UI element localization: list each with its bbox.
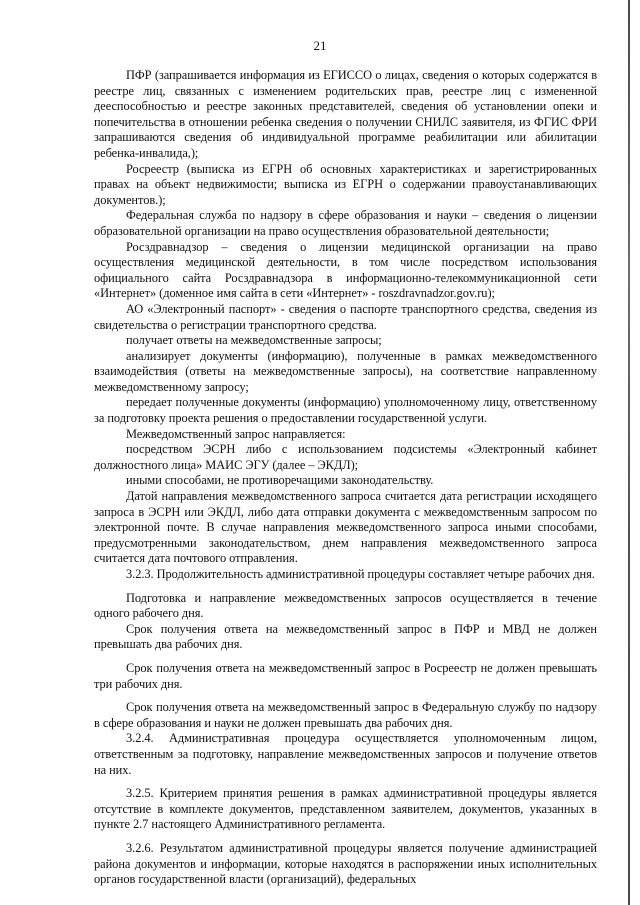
paragraph-term-federal-service: Срок получения ответа на межведомственный запрос в Федеральную службу по надзору в сфере образования и науки не должен превышать два рабочих дня.	[94, 700, 597, 730]
paragraph-request-sent: Межведомственный запрос направляется:	[126, 426, 346, 441]
paragraph-3-2-3: 3.2.3. Продолжительность административной процедуры составляет четыре рабочих дня.	[126, 567, 595, 581]
paragraph-via-esrn: посредством ЭСРН либо с использованием подсистемы «Электронный кабинет должностного лица» МАИС ЭГУ (далее – ЭКДЛ);	[94, 442, 597, 472]
paragraph-3-2-4: 3.2.4. Административная процедура осуществляется уполномоченным лицом, ответственным за подготовку, направление межведомственных запросов и получение ответов на них.	[94, 731, 597, 777]
paragraph-electronic-passport: АО «Электронный паспорт» - сведения о паспорте транспортного средства, сведения из свидетельства о регистрации транспортного средства.	[94, 301, 597, 332]
scan-edge-line	[628, 0, 630, 905]
paragraph-analyzes-documents: анализирует документы (информацию), полученные в рамках межведомственного взаимодействия (ответы на межведомственные запросы), на соответствие направленному межведомственному запросу;	[94, 348, 597, 394]
paragraph-rosobrnadzor: Федеральная служба по надзору в сфере образования и науки – сведения о лицензии образовательной организации на право осуществления образовательной деятельности;	[94, 208, 597, 238]
paragraph-term-pfr-mvd: Срок получения ответа на межведомственный запрос в ПФР и МВД не должен превышать два рабочих дня.	[94, 621, 597, 652]
paragraph-request-date: Датой направления межведомственного запроса считается дата регистрации исходящего запроса в ЭСРН или ЭКДЛ, либо дата отправки документа с межведомственным запросом по электронной почте. В случае направления межведомственного запроса иными способами, предусмотренными законодательством, днем направления межведомственного запроса считается дата почтового отправления.	[94, 489, 597, 566]
paragraph-roszdravnadzor: Росздравнадзор – сведения о лицензии медицинской организации на право осуществления медицинской деятельности, в том числе посредством использования официального сайта Росздравнадзора в информационно-телекоммуникационной сети «Интернет» (доменное имя сайта в сети «Интернет» - roszdravnadzor.gov.ru);	[94, 239, 597, 301]
paragraph-pfr: ПФР (запрашивается информация из ЕГИССО о лицах, сведения о которых содержатся в реестре лиц, связанных с изменением родительских прав, реестре лиц с измененной дееспособностью и реестре законных представителей, сведения об установлении опеки и попечительства в отношении ребенка сведения о получении СНИЛС заявителя, из ФГИС ФРИ запрашиваются сведения об индивидуальной программе реабилитации или абилитации ребенка-инвалида,);	[94, 68, 597, 160]
paragraph-receives-answers: получает ответы на межведомственные запросы;	[126, 333, 382, 348]
paragraph-term-rosreestr: Срок получения ответа на межведомственный запрос в Росреестр не должен превышать три рабочих дня.	[94, 660, 597, 691]
paragraph-other-methods: иными способами, не противоречащими законодательству.	[126, 473, 434, 488]
page-number: 21	[313, 38, 327, 53]
paragraph-preparation: Подготовка и направление межведомственных запросов осуществляется в течение одного рабочего дня.	[94, 590, 597, 621]
document-body	[94, 68, 597, 888]
paragraph-3-2-6: 3.2.6. Результатом административной процедуры является получение администрацией района документов и информации, которые находятся в распоряжении иных исполнительных органов государственной власти (организаций), федеральных	[94, 840, 597, 887]
paragraph-transfers-documents: передает полученные документы (информацию) уполномоченному лицу, ответственному за подготовку проекта решения о предоставлении государственной услуги.	[94, 395, 597, 426]
paragraph-rosreestr: Росреестр (выписка из ЕГРН об основных характеристиках и зарегистрированных правах на объект недвижимости; выписка из ЕГРН о содержании правоустанавливающих документов.);	[94, 161, 597, 207]
paragraph-3-2-5: 3.2.5. Критерием принятия решения в рамках административной процедуры является отсутствие в комплекте документов, представленном заявителем, документов, указанных в пункте 2.7 настоящего Административного регламента.	[94, 786, 597, 832]
